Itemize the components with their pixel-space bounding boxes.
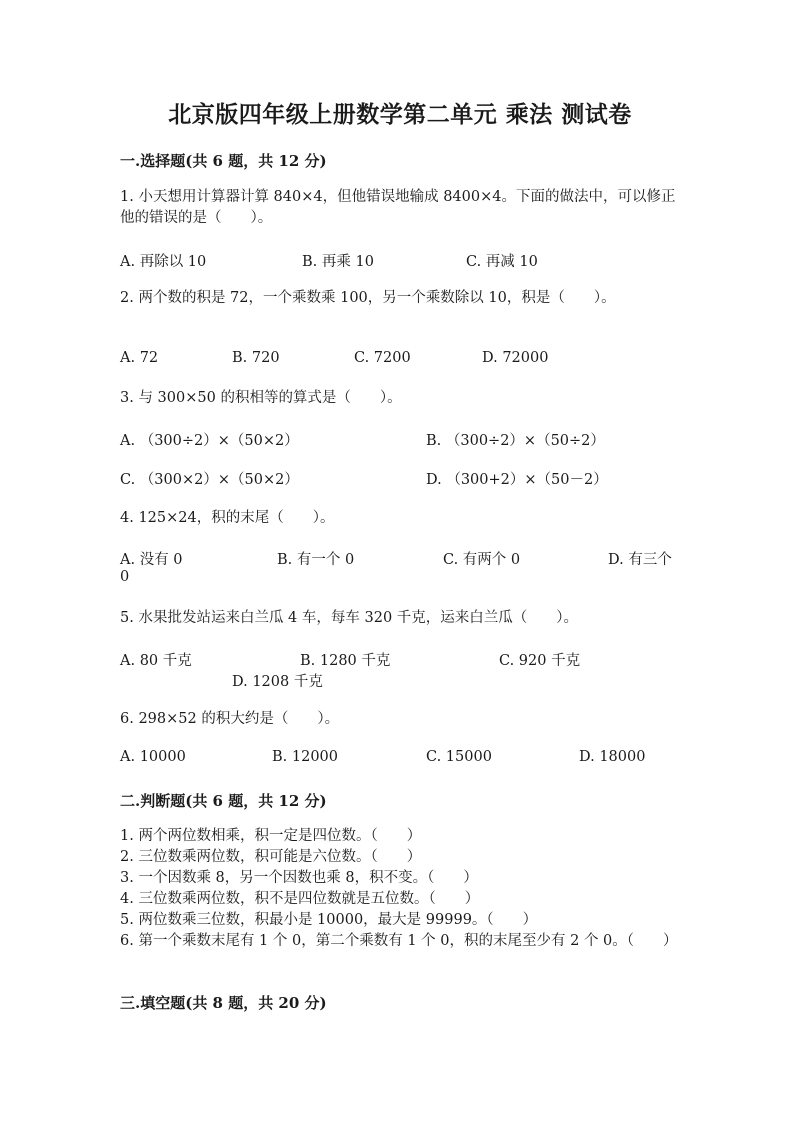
q1-option-a: A. 再除以 10 <box>120 254 207 270</box>
judge-item-3: 3. 一个因数乘 8，另一个因数也乘 8，积不变。（ ） <box>120 870 478 886</box>
judge-item-4: 4. 三位数乘两位数，积不是四位数就是五位数。（ ） <box>120 891 480 907</box>
q6-option-b: B. 12000 <box>272 749 339 765</box>
judge-item-6: 6. 第一个乘数末尾有 1 个 0，第二个乘数有 1 个 0，积的末尾至少有 2 个 0。（ ） <box>120 933 678 949</box>
question-3: 3. 与 300×50 的积相等的算式是（ ）。 <box>120 390 402 406</box>
q5-option-c: C. 920 千克 <box>499 653 581 669</box>
q5-option-a: A. 80 千克 <box>120 653 192 669</box>
q6-option-c: C. 15000 <box>426 749 492 765</box>
q6-option-a: A. 10000 <box>120 749 186 765</box>
q5-option-b: B. 1280 千克 <box>300 653 391 669</box>
question-2: 2. 两个数的积是 72，一个乘数乘 100，另一个乘数除以 10，积是（ ）。 <box>120 290 616 306</box>
q2-option-a: A. 72 <box>120 350 159 366</box>
q3-option-c: C. （300×2）×（50×2） <box>120 472 299 488</box>
judge-item-1: 1. 两个两位数相乘，积一定是四位数。（ ） <box>120 828 422 844</box>
q3-option-d: D. （300+2）×（50－2） <box>426 472 608 488</box>
q3-option-b: B. （300÷2）×（50÷2） <box>426 433 605 449</box>
q1-option-b: B. 再乘 10 <box>302 254 374 270</box>
question-6: 6. 298×52 的积大约是（ ）。 <box>120 711 340 727</box>
question-1: 1. 小天想用计算器计算 840×4，但他错误地输成 8400×4。下面的做法中，可以修正他的错误的是（ ）。 <box>120 189 676 226</box>
q6-option-d: D. 18000 <box>579 749 646 765</box>
judge-item-2: 2. 三位数乘两位数，积可能是六位数。（ ） <box>120 849 422 865</box>
q2-option-c: C. 7200 <box>354 350 411 366</box>
q1-option-c: C. 再减 10 <box>466 254 538 270</box>
q4-option-b: B. 有一个 0 <box>277 552 355 568</box>
q4-option-a: A. 没有 0 <box>120 552 183 568</box>
judge-item-5: 5. 两位数乘三位数，积最小是 10000，最大是 99999。（ ） <box>120 912 538 928</box>
q2-option-b: B. 720 <box>232 350 280 366</box>
question-5: 5. 水果批发站运来白兰瓜 4 车，每车 320 千克，运来白兰瓜（ ）。 <box>120 610 579 626</box>
section-heading-judge: 二.判断题(共 6 题，共 12 分) <box>120 792 327 810</box>
q2-option-d: D. 72000 <box>482 350 549 366</box>
q3-option-a: A. （300÷2）×（50×2） <box>120 433 299 449</box>
q4-option-d-wrap: 0 <box>120 569 130 585</box>
section-heading-choice: 一.选择题(共 6 题，共 12 分) <box>120 152 327 170</box>
section-heading-fill: 三.填空题(共 8 题，共 20 分) <box>120 994 327 1012</box>
q4-option-d: D. 有三个 <box>608 552 672 568</box>
question-4: 4. 125×24，积的末尾（ ）。 <box>120 510 335 526</box>
q4-option-c: C. 有两个 0 <box>443 552 521 568</box>
page-title: 北京版四年级上册数学第二单元 乘法 测试卷 <box>168 101 632 128</box>
q5-option-d: D. 1208 千克 <box>232 674 323 690</box>
